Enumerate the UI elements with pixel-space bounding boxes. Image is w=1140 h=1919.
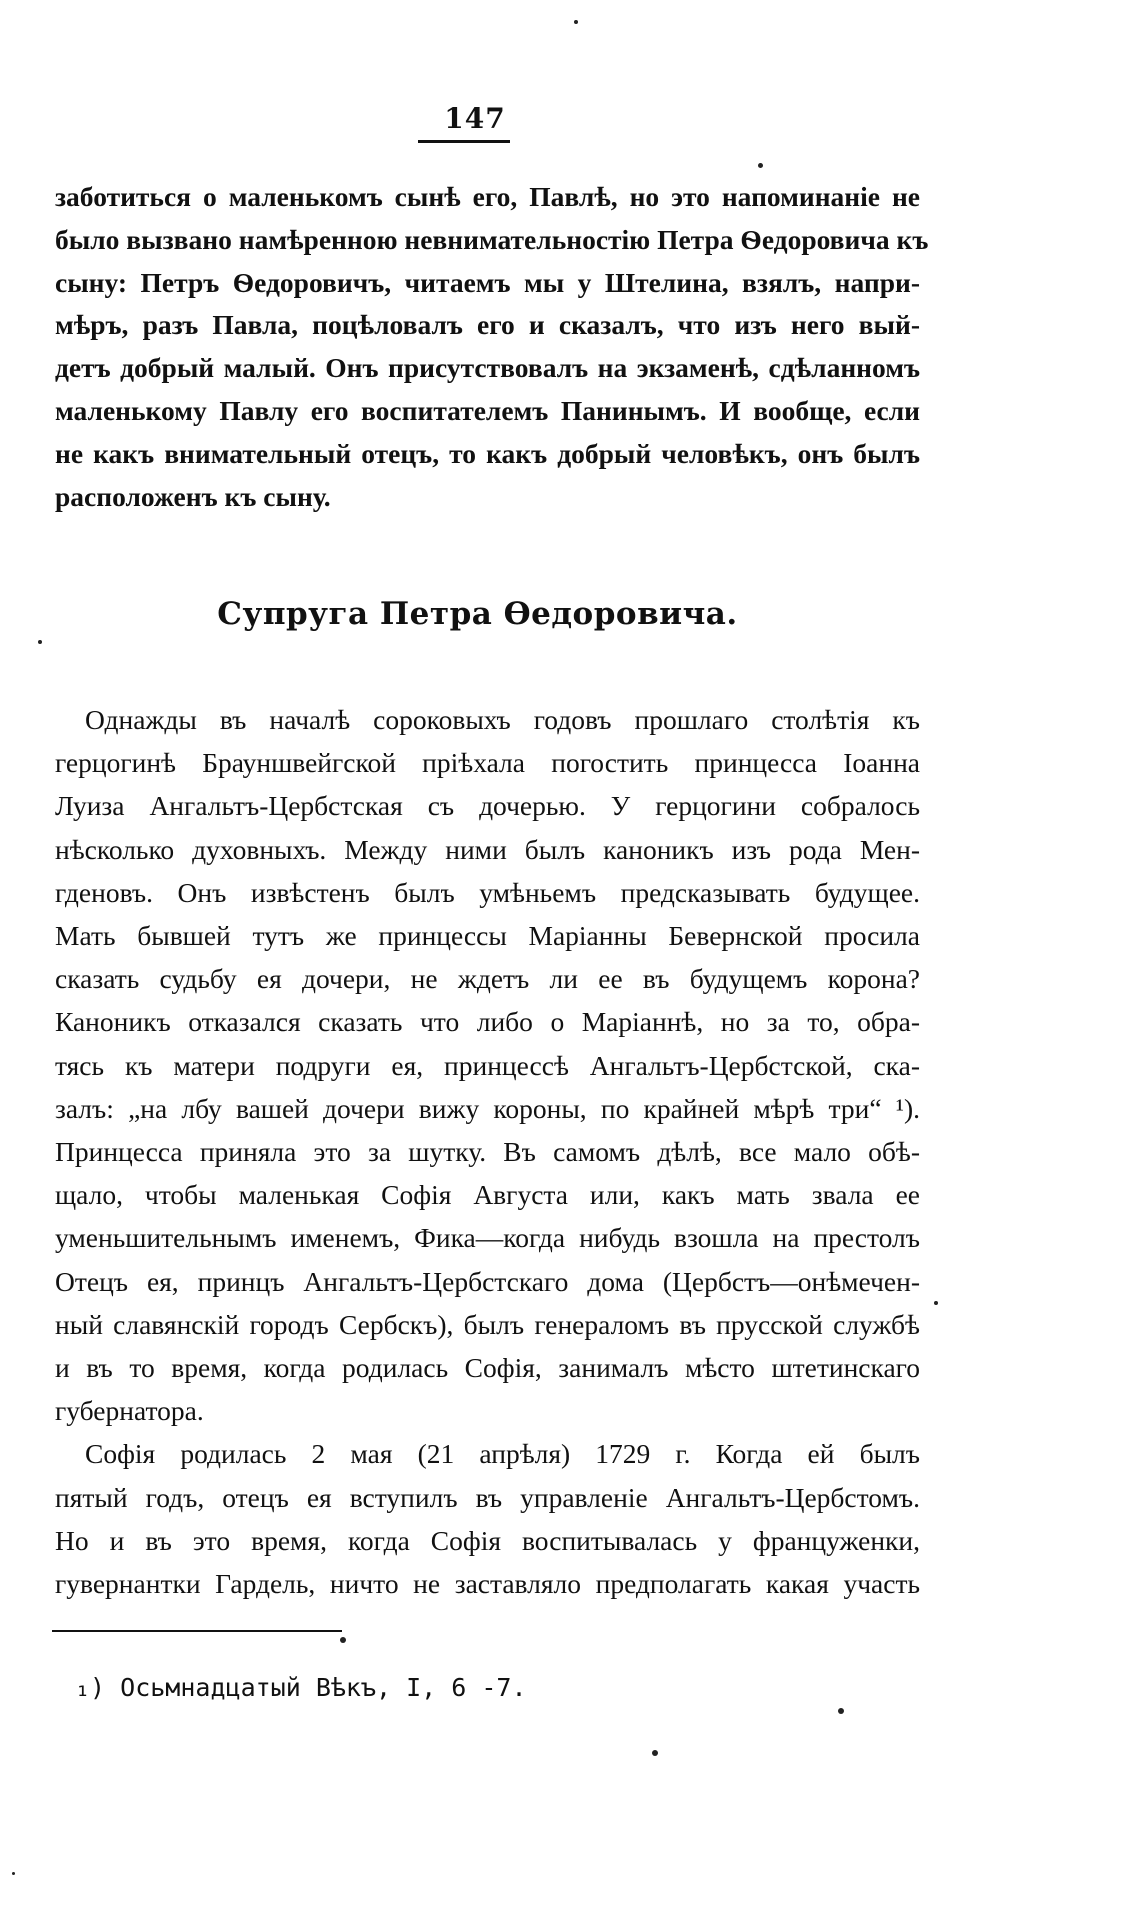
text-line: залъ: „на лбу вашей дочери вижу короны, по крайней мѣрѣ три“ ¹). [55, 1092, 920, 1124]
text-line: детъ добрый малый. Онъ присутствовалъ на экзаменѣ, сдѣланномъ [55, 352, 920, 384]
footnote: ₁) Осьмнадцатый Вѣкъ, I, 6 -7. [75, 1673, 527, 1702]
text-line: пятый годъ, отецъ ея вступилъ въ управленіе Ангальтъ-Цербстомъ. [55, 1481, 920, 1513]
text-line: Луиза Ангальтъ-Цербстская съ дочерью. У герцогини собралось [55, 790, 920, 822]
text-line: герцогинѣ Брауншвейгской пріѣхала погостить принцесса Іоанна [55, 747, 920, 779]
text-line: маленькому Павлу его воспитателемъ Панинымъ. И вообще, если [55, 394, 920, 426]
scan-speck [38, 640, 42, 644]
text-line: губернатора. [55, 1395, 204, 1427]
scan-speck [340, 1637, 346, 1643]
text-line: уменьшительнымъ именемъ, Фика—когда нибудь взошла на престолъ [55, 1222, 920, 1254]
text-line: щало, чтобы маленькая Софія Августа или, какъ мать звала ее [55, 1179, 920, 1211]
text-line: сказать судьбу ея дочери, не ждетъ ли ее въ будущемъ корона? [55, 963, 920, 995]
page-number: 147 [444, 102, 506, 135]
text-line: расположенъ къ сыну. [55, 480, 331, 512]
text-line: ный славянскій городъ Сербскъ), былъ генераломъ въ прусской службѣ [55, 1308, 920, 1340]
text-line: гденовъ. Онъ извѣстенъ былъ умѣньемъ предсказывать будущее. [55, 876, 920, 908]
footnote-separator [52, 1630, 342, 1632]
scan-speck [838, 1708, 844, 1714]
text-line: тясь къ матери подруги ея, принцессѣ Ангальтъ-Цербстской, ска- [55, 1049, 920, 1081]
section-body [55, 698, 920, 1605]
text-line: Каноникъ отказался сказать что либо о Маріаннѣ, но за то, обра- [55, 1006, 920, 1038]
text-line: нѣсколько духовныхъ. Между ними былъ каноникъ изъ рода Мен- [55, 833, 920, 865]
text-line: Принцесса приняла это за шутку. Въ самомъ дѣлѣ, все мало обѣ- [55, 1136, 920, 1168]
page-number-underline [418, 140, 510, 143]
text-line: Софія родилась 2 мая (21 апрѣля) 1729 г. Когда ей былъ [85, 1438, 920, 1470]
scan-speck [934, 1301, 938, 1305]
text-line: Однажды въ началѣ сороковыхъ годовъ прошлаго столѣтія къ [85, 704, 920, 735]
scan-speck [652, 1750, 658, 1756]
text-line: Но и въ это время, когда Софія воспитывалась у француженки, [55, 1524, 920, 1556]
scan-speck [574, 20, 578, 24]
text-line: гувернантки Гардель, ничто не заставляло предполагать какая участь [55, 1568, 920, 1600]
text-line: и въ то время, когда родилась Софія, занималъ мѣсто штетинскаго [55, 1352, 920, 1384]
text-line: было вызвано намѣренною невнимательностію Петра Ѳедоровича къ [55, 223, 929, 255]
scan-speck [758, 163, 763, 168]
section-heading: Супруга Петра Ѳедоровича. [217, 596, 738, 632]
scan-speck [12, 1872, 15, 1875]
text-line: мѣръ, разъ Павла, поцѣловалъ его и сказалъ, что изъ него вый- [55, 309, 920, 341]
text-line: заботиться о маленькомъ сынѣ его, Павлѣ, но это напоминаніе не [55, 181, 920, 212]
continued-paragraph [55, 176, 929, 518]
text-line: Мать бывшей тутъ же принцессы Маріанны Бевернской просила [55, 920, 920, 952]
text-line: сыну: Петръ Ѳедоровичъ, читаемъ мы у Штелина, взялъ, напри- [55, 266, 920, 298]
text-line: не какъ внимательный отецъ, то какъ добрый человѣкъ, онъ былъ [55, 437, 920, 469]
text-line: Отецъ ея, принцъ Ангальтъ-Цербстскаго дома (Цербстъ—онѣмечен- [55, 1265, 920, 1297]
